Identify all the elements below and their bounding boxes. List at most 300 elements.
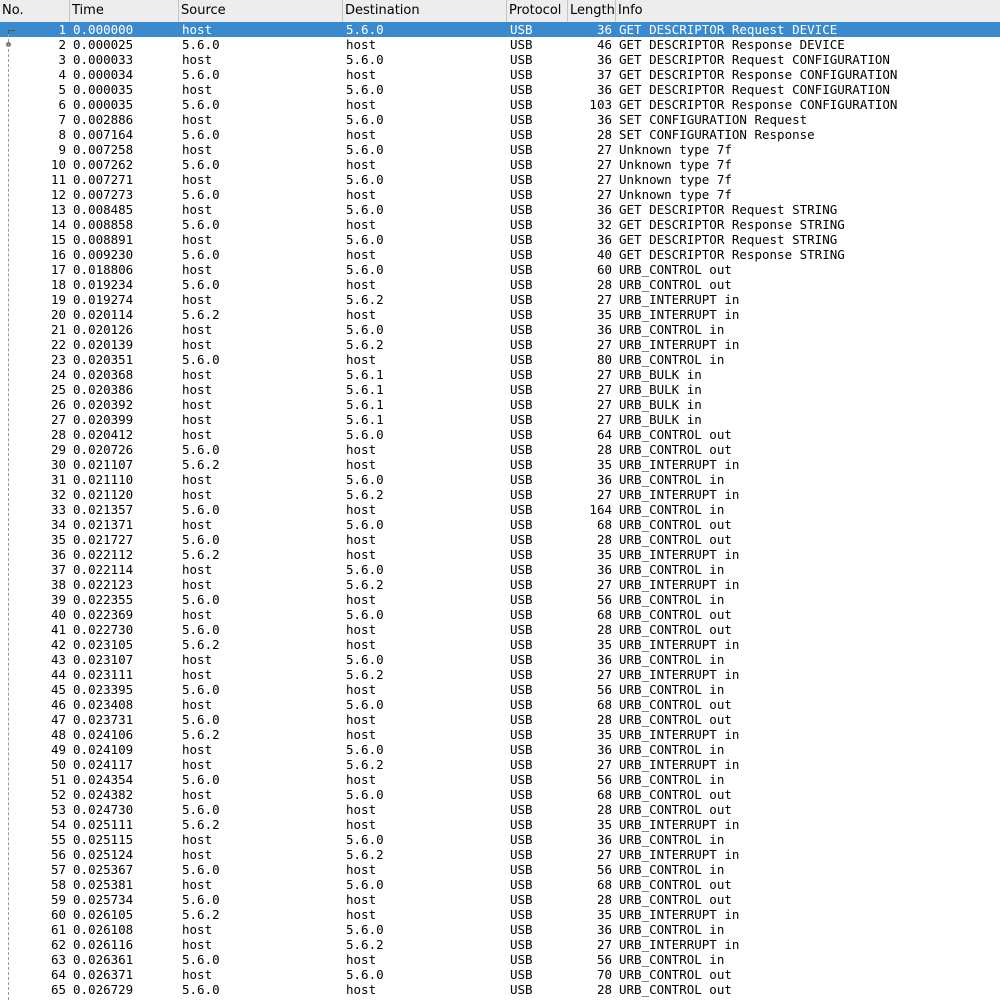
packet-no: 35 [50, 532, 66, 547]
packet-row[interactable] [0, 757, 1000, 772]
packet-protocol: USB [510, 697, 533, 712]
packet-protocol: USB [510, 322, 533, 337]
packet-time: 0.020412 [73, 427, 134, 442]
packet-length: 27 [596, 577, 612, 592]
packet-source: host [182, 832, 213, 847]
packet-row[interactable] [0, 382, 1000, 397]
packet-protocol: USB [510, 337, 533, 352]
packet-destination: 5.6.0 [346, 202, 384, 217]
packet-length: 35 [596, 817, 612, 832]
packet-row[interactable] [0, 142, 1000, 157]
packet-source: 5.6.2 [182, 457, 220, 472]
packet-source: host [182, 577, 213, 592]
packet-info: GET DESCRIPTOR Request DEVICE [619, 22, 838, 37]
packet-no: 5 [58, 82, 66, 97]
packet-source: host [182, 742, 213, 757]
packet-info: URB_CONTROL out [619, 697, 732, 712]
packet-no: 24 [50, 367, 66, 382]
packet-destination: host [346, 187, 377, 202]
packet-time: 0.025111 [73, 817, 134, 832]
packet-protocol: USB [510, 577, 533, 592]
packet-time: 0.021110 [73, 472, 134, 487]
packet-no: 63 [50, 952, 66, 967]
packet-row[interactable] [0, 322, 1000, 337]
packet-source: host [182, 397, 213, 412]
packet-info: URB_CONTROL in [619, 682, 725, 697]
packet-destination: host [346, 442, 377, 457]
packet-destination: 5.6.2 [346, 757, 384, 772]
packet-time: 0.002886 [73, 112, 134, 127]
packet-info: URB_CONTROL out [619, 712, 732, 727]
packet-destination: host [346, 502, 377, 517]
packet-protocol: USB [510, 517, 533, 532]
packet-time: 0.007271 [73, 172, 134, 187]
packet-no: 27 [50, 412, 66, 427]
packet-time: 0.000034 [73, 67, 134, 82]
packet-row[interactable] [0, 277, 1000, 292]
packet-time: 0.018806 [73, 262, 134, 277]
packet-source: host [182, 52, 213, 67]
packet-time: 0.023107 [73, 652, 134, 667]
packet-row[interactable] [0, 52, 1000, 67]
packet-row[interactable] [0, 157, 1000, 172]
packet-info: URB_CONTROL out [619, 787, 732, 802]
packet-source: 5.6.0 [182, 802, 220, 817]
packet-destination: 5.6.2 [346, 487, 384, 502]
packet-no: 21 [50, 322, 66, 337]
packet-time: 0.021357 [73, 502, 134, 517]
packet-info: URB_CONTROL out [619, 622, 732, 637]
packet-destination: host [346, 892, 377, 907]
packet-time: 0.022114 [73, 562, 134, 577]
packet-destination: host [346, 247, 377, 262]
packet-row[interactable] [0, 742, 1000, 757]
packet-source: 5.6.2 [182, 727, 220, 742]
packet-no: 57 [50, 862, 66, 877]
packet-destination: 5.6.0 [346, 22, 384, 37]
packet-row[interactable] [0, 307, 1000, 322]
packet-source: host [182, 112, 213, 127]
packet-destination: host [346, 622, 377, 637]
packet-source: 5.6.0 [182, 247, 220, 262]
packet-length: 28 [596, 892, 612, 907]
packet-row[interactable] [0, 427, 1000, 442]
packet-protocol: USB [510, 667, 533, 682]
packet-info: URB_CONTROL in [619, 742, 725, 757]
packet-row[interactable] [0, 592, 1000, 607]
packet-protocol: USB [510, 532, 533, 547]
packet-row[interactable] [0, 847, 1000, 862]
packet-length: 27 [596, 382, 612, 397]
packet-protocol: USB [510, 67, 533, 82]
packet-destination: 5.6.0 [346, 427, 384, 442]
packet-list[interactable] [0, 22, 1000, 997]
packet-row[interactable] [0, 22, 1000, 37]
packet-row[interactable] [0, 892, 1000, 907]
packet-no: 9 [58, 142, 66, 157]
packet-no: 18 [50, 277, 66, 292]
packet-time: 0.021727 [73, 532, 134, 547]
column-header-time[interactable]: Time [70, 0, 179, 22]
packet-row[interactable] [0, 712, 1000, 727]
packet-info: URB_INTERRUPT in [619, 307, 740, 322]
packet-info: URB_INTERRUPT in [619, 907, 740, 922]
packet-length: 35 [596, 637, 612, 652]
packet-time: 0.022355 [73, 592, 134, 607]
packet-destination: host [346, 127, 377, 142]
packet-time: 0.020126 [73, 322, 134, 337]
packet-no: 47 [50, 712, 66, 727]
packet-destination: 5.6.0 [346, 877, 384, 892]
packet-row[interactable] [0, 412, 1000, 427]
packet-destination: 5.6.2 [346, 937, 384, 952]
packet-no: 44 [50, 667, 66, 682]
packet-source: 5.6.0 [182, 622, 220, 637]
packet-info: URB_CONTROL in [619, 352, 725, 367]
packet-no: 52 [50, 787, 66, 802]
packet-no: 29 [50, 442, 66, 457]
packet-info: URB_CONTROL out [619, 262, 732, 277]
packet-row[interactable] [0, 37, 1000, 52]
packet-protocol: USB [510, 427, 533, 442]
packet-row[interactable] [0, 502, 1000, 517]
packet-time: 0.025734 [73, 892, 134, 907]
packet-info: URB_CONTROL in [619, 562, 725, 577]
packet-info: SET CONFIGURATION Response [619, 127, 815, 142]
packet-row[interactable] [0, 82, 1000, 97]
packet-protocol: USB [510, 202, 533, 217]
packet-destination: 5.6.0 [346, 967, 384, 982]
packet-row[interactable] [0, 232, 1000, 247]
packet-time: 0.024117 [73, 757, 134, 772]
packet-protocol: USB [510, 352, 533, 367]
packet-length: 35 [596, 307, 612, 322]
packet-info: SET CONFIGURATION Request [619, 112, 808, 127]
packet-time: 0.024109 [73, 742, 134, 757]
packet-length: 36 [596, 652, 612, 667]
packet-no: 16 [50, 247, 66, 262]
packet-destination: 5.6.0 [346, 517, 384, 532]
packet-source: 5.6.2 [182, 637, 220, 652]
packet-info: Unknown type 7f [619, 172, 732, 187]
packet-info: URB_CONTROL in [619, 862, 725, 877]
packet-row[interactable] [0, 682, 1000, 697]
packet-no: 1 [58, 22, 66, 37]
packet-row[interactable] [0, 247, 1000, 262]
packet-no: 43 [50, 652, 66, 667]
packet-source: 5.6.0 [182, 157, 220, 172]
packet-info: URB_CONTROL out [619, 877, 732, 892]
packet-destination: host [346, 532, 377, 547]
packet-protocol: USB [510, 232, 533, 247]
packet-info: GET DESCRIPTOR Request STRING [619, 202, 838, 217]
packet-row[interactable] [0, 262, 1000, 277]
packet-length: 40 [596, 247, 612, 262]
packet-destination: 5.6.0 [346, 322, 384, 337]
packet-no: 11 [50, 172, 66, 187]
packet-source: 5.6.0 [182, 892, 220, 907]
packet-row[interactable] [0, 487, 1000, 502]
packet-source: host [182, 232, 213, 247]
packet-length: 68 [596, 877, 612, 892]
packet-source: host [182, 922, 213, 937]
packet-row[interactable] [0, 802, 1000, 817]
packet-row[interactable] [0, 907, 1000, 922]
packet-row[interactable] [0, 952, 1000, 967]
packet-source: 5.6.2 [182, 307, 220, 322]
packet-destination: host [346, 817, 377, 832]
packet-length: 103 [589, 97, 612, 112]
packet-time: 0.026361 [73, 952, 134, 967]
packet-time: 0.024354 [73, 772, 134, 787]
packet-time: 0.020139 [73, 337, 134, 352]
packet-source: host [182, 322, 213, 337]
packet-source: 5.6.0 [182, 682, 220, 697]
packet-protocol: USB [510, 712, 533, 727]
packet-length: 56 [596, 592, 612, 607]
packet-source: host [182, 292, 213, 307]
packet-no: 40 [50, 607, 66, 622]
packet-source: 5.6.0 [182, 502, 220, 517]
packet-no: 42 [50, 637, 66, 652]
packet-length: 36 [596, 232, 612, 247]
packet-no: 8 [58, 127, 66, 142]
packet-time: 0.019234 [73, 277, 134, 292]
packet-destination: 5.6.0 [346, 832, 384, 847]
packet-length: 60 [596, 262, 612, 277]
packet-row[interactable] [0, 67, 1000, 82]
packet-info: GET DESCRIPTOR Request CONFIGURATION [619, 82, 890, 97]
packet-no: 19 [50, 292, 66, 307]
packet-length: 28 [596, 802, 612, 817]
packet-row[interactable] [0, 772, 1000, 787]
packet-protocol: USB [510, 97, 533, 112]
packet-row[interactable] [0, 352, 1000, 367]
packet-no: 20 [50, 307, 66, 322]
packet-protocol: USB [510, 802, 533, 817]
column-header-destination[interactable]: Destination [343, 0, 507, 22]
packet-info: URB_INTERRUPT in [619, 547, 740, 562]
column-header-source[interactable]: Source [179, 0, 343, 22]
packet-destination: host [346, 157, 377, 172]
packet-no: 15 [50, 232, 66, 247]
packet-row[interactable] [0, 877, 1000, 892]
packet-length: 27 [596, 292, 612, 307]
column-header-info[interactable]: Info [618, 3, 643, 18]
packet-length: 35 [596, 727, 612, 742]
packet-time: 0.026371 [73, 967, 134, 982]
packet-info: URB_INTERRUPT in [619, 817, 740, 832]
packet-destination: 5.6.0 [346, 232, 384, 247]
packet-info: URB_CONTROL out [619, 607, 732, 622]
packet-length: 27 [596, 757, 612, 772]
packet-row[interactable] [0, 697, 1000, 712]
packet-length: 64 [596, 427, 612, 442]
packet-protocol: USB [510, 607, 533, 622]
packet-row[interactable] [0, 292, 1000, 307]
packet-length: 56 [596, 772, 612, 787]
packet-no: 59 [50, 892, 66, 907]
packet-no: 56 [50, 847, 66, 862]
packet-length: 27 [596, 397, 612, 412]
packet-destination: host [346, 307, 377, 322]
packet-source: 5.6.0 [182, 187, 220, 202]
packet-length: 70 [596, 967, 612, 982]
packet-row[interactable] [0, 472, 1000, 487]
packet-time: 0.023731 [73, 712, 134, 727]
packet-length: 27 [596, 412, 612, 427]
column-header-length[interactable]: Length [568, 0, 616, 22]
packet-row[interactable] [0, 562, 1000, 577]
packet-no: 25 [50, 382, 66, 397]
packet-row[interactable] [0, 367, 1000, 382]
packet-row[interactable] [0, 442, 1000, 457]
packet-source: host [182, 337, 213, 352]
packet-source: host [182, 877, 213, 892]
packet-source: host [182, 757, 213, 772]
packet-protocol: USB [510, 622, 533, 637]
packet-row[interactable] [0, 127, 1000, 142]
packet-no: 51 [50, 772, 66, 787]
packet-time: 0.000025 [73, 37, 134, 52]
packet-no: 4 [58, 67, 66, 82]
packet-protocol: USB [510, 382, 533, 397]
packet-time: 0.026108 [73, 922, 134, 937]
packet-length: 27 [596, 337, 612, 352]
packet-protocol: USB [510, 727, 533, 742]
packet-info: URB_CONTROL in [619, 832, 725, 847]
packet-time: 0.008485 [73, 202, 134, 217]
packet-no: 50 [50, 757, 66, 772]
packet-no: 39 [50, 592, 66, 607]
packet-row[interactable] [0, 457, 1000, 472]
packet-row[interactable] [0, 862, 1000, 877]
packet-protocol: USB [510, 112, 533, 127]
packet-source: 5.6.2 [182, 547, 220, 562]
packet-row[interactable] [0, 832, 1000, 847]
packet-row[interactable] [0, 967, 1000, 982]
packet-destination: host [346, 802, 377, 817]
packet-row[interactable] [0, 187, 1000, 202]
packet-row[interactable] [0, 637, 1000, 652]
packet-protocol: USB [510, 832, 533, 847]
packet-protocol: USB [510, 142, 533, 157]
packet-length: 36 [596, 52, 612, 67]
packet-length: 36 [596, 112, 612, 127]
packet-row[interactable] [0, 622, 1000, 637]
packet-no: 53 [50, 802, 66, 817]
packet-info: URB_CONTROL out [619, 442, 732, 457]
packet-protocol: USB [510, 847, 533, 862]
packet-length: 164 [589, 502, 612, 517]
packet-row[interactable] [0, 337, 1000, 352]
packet-info: URB_BULK in [619, 412, 702, 427]
packet-row[interactable] [0, 172, 1000, 187]
packet-protocol: USB [510, 172, 533, 187]
packet-row[interactable] [0, 532, 1000, 547]
packet-row[interactable] [0, 397, 1000, 412]
packet-length: 36 [596, 202, 612, 217]
packet-length: 36 [596, 832, 612, 847]
packet-source: host [182, 142, 213, 157]
packet-length: 56 [596, 862, 612, 877]
packet-info: URB_CONTROL out [619, 802, 732, 817]
packet-protocol: USB [510, 817, 533, 832]
packet-row[interactable] [0, 217, 1000, 232]
packet-length: 46 [596, 37, 612, 52]
packet-destination: host [346, 862, 377, 877]
packet-row[interactable] [0, 517, 1000, 532]
packet-info: URB_BULK in [619, 397, 702, 412]
packet-protocol: USB [510, 652, 533, 667]
packet-time: 0.025381 [73, 877, 134, 892]
packet-row[interactable] [0, 652, 1000, 667]
packet-time: 0.022112 [73, 547, 134, 562]
packet-destination: host [346, 67, 377, 82]
packet-destination: 5.6.0 [346, 262, 384, 277]
packet-no: 34 [50, 517, 66, 532]
packet-source: host [182, 367, 213, 382]
packet-source: host [182, 172, 213, 187]
packet-source: host [182, 517, 213, 532]
packet-destination: 5.6.2 [346, 577, 384, 592]
packet-no: 2 [58, 37, 66, 52]
packet-source: host [182, 202, 213, 217]
packet-info: URB_CONTROL in [619, 472, 725, 487]
packet-destination: 5.6.2 [346, 847, 384, 862]
packet-row[interactable] [0, 727, 1000, 742]
packet-no: 6 [58, 97, 66, 112]
packet-info: GET DESCRIPTOR Request CONFIGURATION [619, 52, 890, 67]
packet-destination: 5.6.2 [346, 337, 384, 352]
packet-source: host [182, 487, 213, 502]
packet-time: 0.009230 [73, 247, 134, 262]
packet-protocol: USB [510, 277, 533, 292]
packet-row[interactable] [0, 607, 1000, 622]
packet-row[interactable] [0, 937, 1000, 952]
column-header-no[interactable]: No. [0, 0, 70, 22]
packet-time: 0.007262 [73, 157, 134, 172]
packet-row[interactable] [0, 547, 1000, 562]
packet-time: 0.000000 [73, 22, 134, 37]
packet-row[interactable] [0, 97, 1000, 112]
packet-row[interactable] [0, 982, 1000, 997]
packet-time: 0.023395 [73, 682, 134, 697]
packet-destination: host [346, 712, 377, 727]
packet-source: host [182, 82, 213, 97]
packet-row[interactable] [0, 577, 1000, 592]
packet-row[interactable] [0, 202, 1000, 217]
packet-row[interactable] [0, 817, 1000, 832]
packet-info: GET DESCRIPTOR Response DEVICE [619, 37, 845, 52]
packet-row[interactable] [0, 667, 1000, 682]
packet-info: URB_CONTROL out [619, 517, 732, 532]
packet-row[interactable] [0, 112, 1000, 127]
packet-destination: 5.6.0 [346, 172, 384, 187]
packet-info: URB_INTERRUPT in [619, 637, 740, 652]
packet-no: 45 [50, 682, 66, 697]
packet-row[interactable] [0, 787, 1000, 802]
packet-protocol: USB [510, 457, 533, 472]
packet-time: 0.020399 [73, 412, 134, 427]
packet-length: 68 [596, 607, 612, 622]
packet-no: 49 [50, 742, 66, 757]
packet-no: 61 [50, 922, 66, 937]
packet-row[interactable] [0, 922, 1000, 937]
packet-destination: 5.6.1 [346, 382, 384, 397]
packet-info: URB_INTERRUPT in [619, 937, 740, 952]
column-header-protocol[interactable]: Protocol [507, 0, 568, 22]
